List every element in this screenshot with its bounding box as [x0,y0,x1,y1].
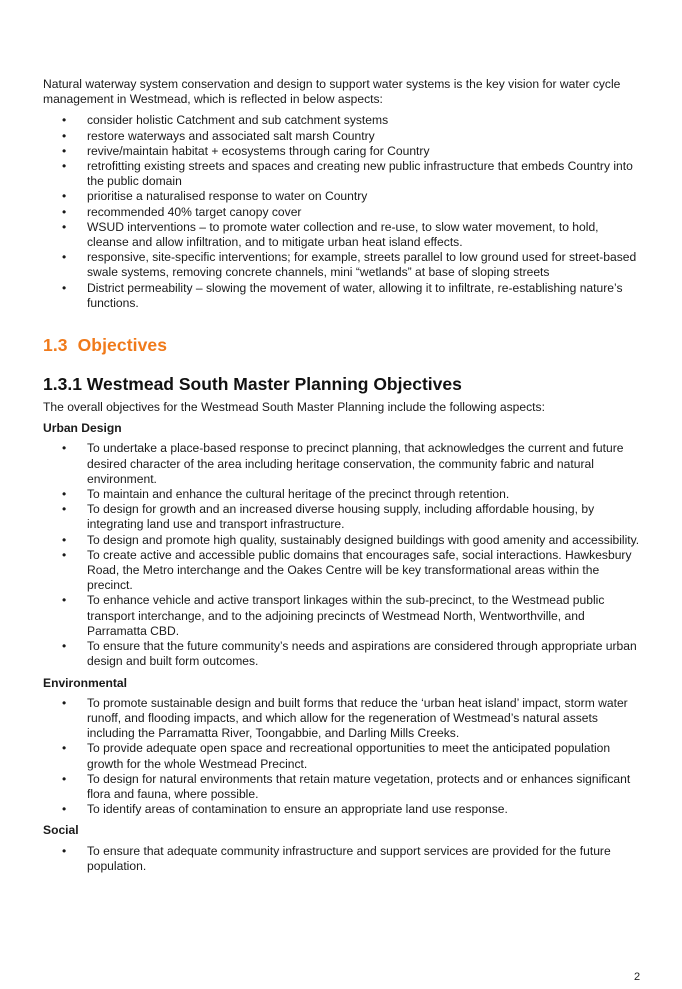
section-title: Objectives [77,335,168,356]
intro-paragraph: Natural waterway system conservation and design to support water systems is the key vision for water cycle management in Westmead, which is reflected in below aspects: [43,77,621,107]
environmental-list [43,696,643,818]
vision-list [43,113,643,311]
document-page [43,77,643,874]
list-item: • To identify areas of contamination to ensure an appropriate land use response. [43,802,643,817]
list-item: • To design for natural environments that retain mature vegetation, protects and or enhances significant flora and fauna, where possible. [43,772,643,802]
list-item: • To maintain and enhance the cultural heritage of the precinct through retention. [43,487,643,502]
subsection-lead: The overall objectives for the Westmead South Master Planning include the following aspects: [43,400,545,415]
page-number: 2 [634,971,641,983]
urban-design-list [43,441,643,669]
list-item: • To create active and accessible public domains that encourages safe, social interactions. Hawkesbury Road, the Metro interchange and the Oakes Centre will be key transformational areas within the precinct. [43,548,643,594]
list-item: • To provide adequate open space and recreational opportunities to meet the anticipated population growth for the whole Westmead Precinct. [43,741,643,771]
list-item: • restore waterways and associated salt marsh Country [43,129,643,144]
group-heading-social: Social [43,823,79,838]
list-item: • District permeability – slowing the movement of water, allowing it to infiltrate, re-establishing nature’s functions. [43,281,643,311]
list-item: • To enhance vehicle and active transport linkages within the sub-precinct, to the Westmead public transport interchange, and to the adjoining precincts of Westmead North, Wentworthville, and Parramatta CBD. [43,593,643,639]
section-number: 1.3 [43,335,68,356]
list-item: • consider holistic Catchment and sub catchment systems [43,113,643,128]
list-item: • To promote sustainable design and built forms that reduce the ‘urban heat island’ impact, storm water runoff, and flooding impacts, and which allow for the regeneration of Westmead’s natural assets including the Parramatta River, Toongabbie, and Darling Mills Creeks. [43,696,643,742]
list-item: • recommended 40% target canopy cover [43,205,643,220]
list-item: • retrofitting existing streets and spaces and creating new public infrastructure that embeds Country into the public domain [43,159,643,189]
list-item: • To ensure that the future community’s needs and aspirations are considered through appropriate urban design and built form outcomes. [43,639,643,669]
section-heading [43,334,643,356]
group-heading-environmental: Environmental [43,675,128,690]
list-item: • To undertake a place-based response to precinct planning, that acknowledges the current and future desired character of the area including heritage conservation, the community fabric and natural environment. [43,441,643,487]
subsection-heading: 1.3.1 Westmead South Master Planning Objectives [43,374,462,395]
list-item: • revive/maintain habitat + ecosystems through caring for Country [43,144,643,159]
group-heading-urban-design: Urban Design [43,421,122,436]
list-item: • To design and promote high quality, sustainably designed buildings with good amenity and accessibility. [43,533,643,548]
list-item: • To design for growth and an increased diverse housing supply, including affordable housing, by integrating land use and transport infrastructure. [43,502,643,532]
list-item: • prioritise a naturalised response to water on Country [43,189,643,204]
list-item: • responsive, site-specific interventions; for example, streets parallel to low ground used for street-based swale systems, removing concrete channels, mini “wetlands” at base of sloping streets [43,250,643,280]
list-item: • WSUD interventions – to promote water collection and re-use, to slow water movement, to hold, cleanse and allow infiltration, and to mitigate urban heat island effects. [43,220,643,250]
social-list [43,844,643,874]
list-item: • To ensure that adequate community infrastructure and support services are provided for the future population. [43,844,643,874]
